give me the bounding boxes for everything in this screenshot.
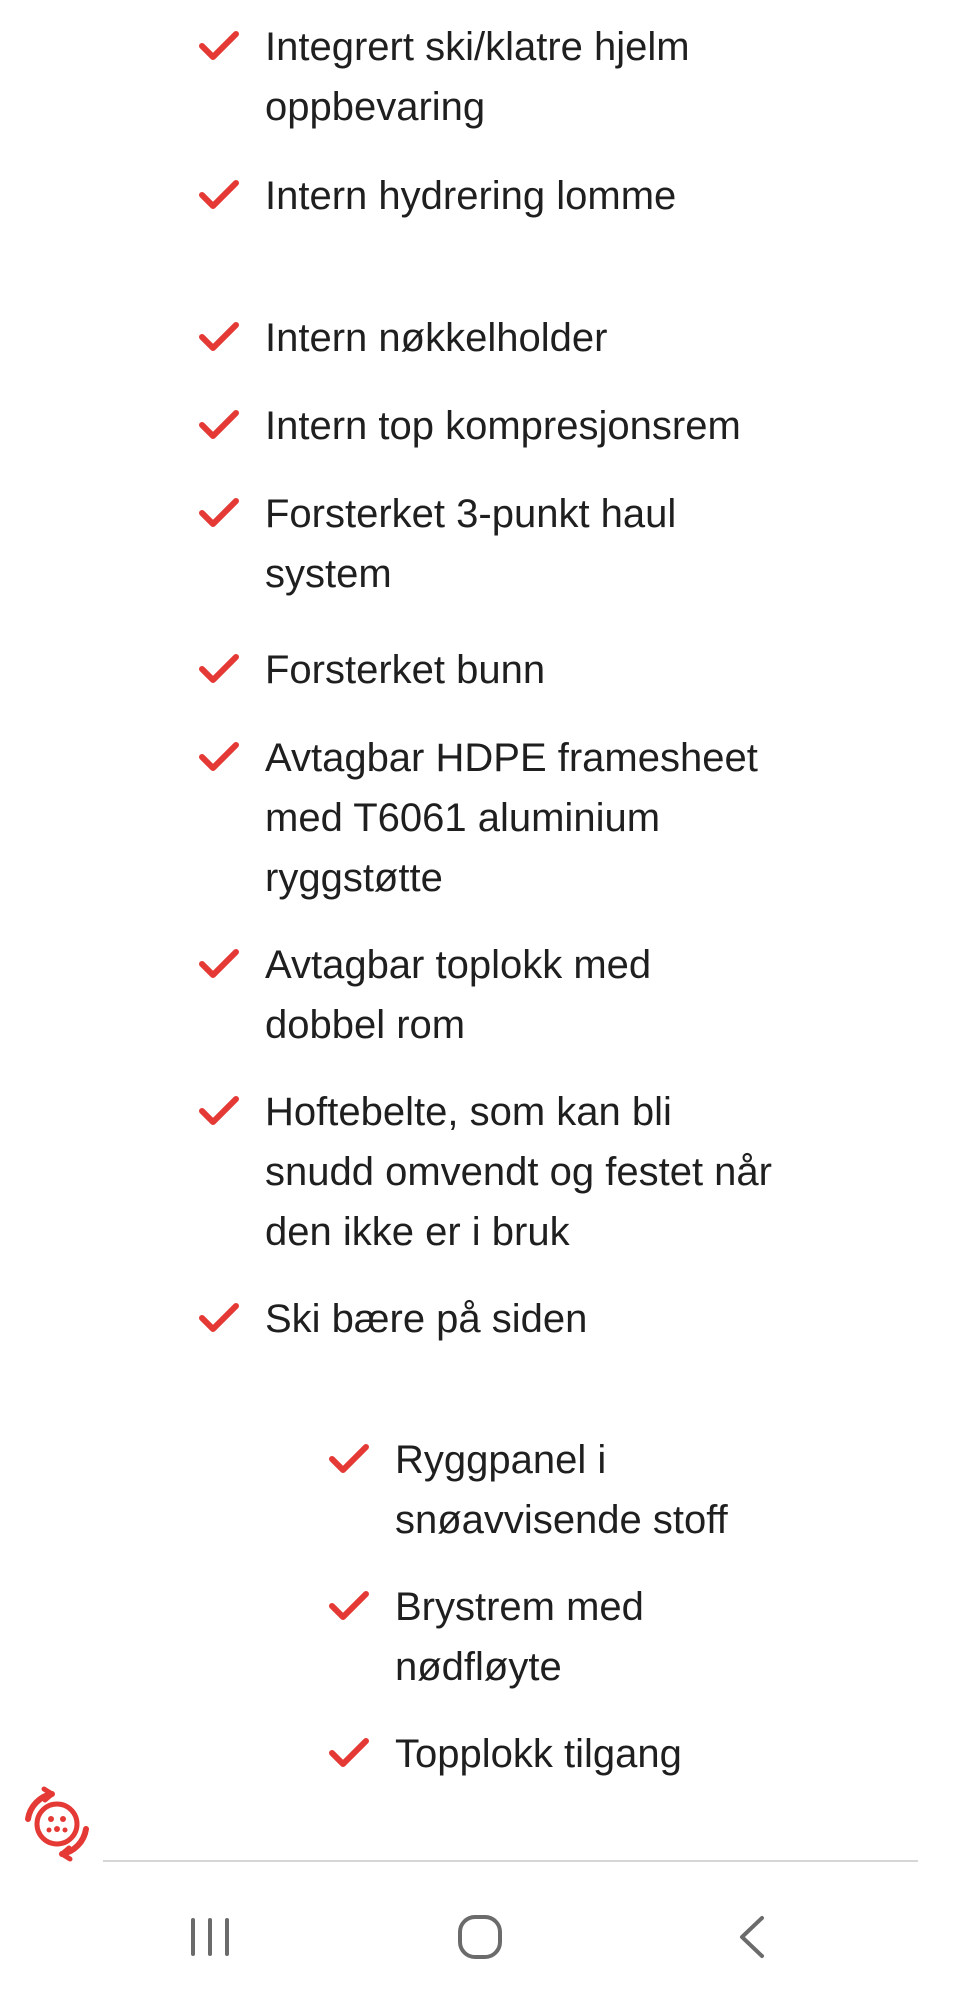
- feature-text-line: Ryggpanel i: [395, 1438, 607, 1482]
- home-icon: [455, 1912, 505, 1962]
- feature-text-line: Avtagbar HDPE framesheet: [265, 736, 758, 780]
- feature-text-line: ryggstøtte: [265, 856, 443, 900]
- check-icon: [197, 652, 241, 686]
- feature-text-line: Intern nøkkelholder: [265, 316, 608, 360]
- check-icon: [197, 1301, 241, 1335]
- feature-text-line: snøavvisende stoff: [395, 1498, 728, 1542]
- back-icon: [732, 1912, 772, 1962]
- feature-text-line: Brystrem med: [395, 1585, 644, 1629]
- feature-text-line: Forsterket 3-punkt haul: [265, 492, 677, 536]
- check-icon: [327, 1589, 371, 1623]
- feature-text-line: Hoftebelte, som kan bli: [265, 1090, 672, 1134]
- check-icon: [327, 1736, 371, 1770]
- feature-text-line: oppbevaring: [265, 85, 486, 129]
- recents-button[interactable]: [170, 1902, 250, 1972]
- system-nav-bar: [0, 1880, 960, 1993]
- feature-text: [395, 1577, 644, 1697]
- check-icon: [197, 947, 241, 981]
- feature-text-line: Ski bære på siden: [265, 1297, 588, 1341]
- check-icon: [197, 29, 241, 63]
- feature-text-line: Topplokk tilgang: [395, 1732, 682, 1776]
- feature-text-line: den ikke er i bruk: [265, 1210, 570, 1254]
- feature-text-line: Avtagbar toplokk med: [265, 943, 652, 987]
- check-icon: [197, 496, 241, 530]
- divider: [103, 1860, 918, 1862]
- feature-text-line: Intern hydrering lomme: [265, 174, 677, 218]
- check-icon: [197, 1094, 241, 1128]
- feature-text-line: dobbel rom: [265, 1003, 466, 1047]
- feature-text: [395, 1724, 682, 1784]
- feature-text: [395, 1430, 728, 1550]
- check-icon: [197, 178, 241, 212]
- check-icon: [197, 408, 241, 442]
- back-button[interactable]: [712, 1902, 792, 1972]
- sync-badge-icon[interactable]: [18, 1785, 96, 1863]
- feature-text-line: Intern top kompresjonsrem: [265, 404, 741, 448]
- check-icon: [197, 320, 241, 354]
- sub-feature-list: [327, 0, 887, 1800]
- sub-feature-item: [327, 1724, 887, 1784]
- check-icon: [197, 740, 241, 774]
- feature-text-line: system: [265, 552, 392, 596]
- home-button[interactable]: [440, 1902, 520, 1972]
- feature-text-line: Integrert ski/klatre hjelm: [265, 25, 690, 69]
- feature-text-line: snudd omvendt og festet når: [265, 1150, 772, 1194]
- sub-feature-item: [327, 1430, 887, 1550]
- check-icon: [327, 1442, 371, 1476]
- sub-feature-item: [327, 1577, 887, 1697]
- feature-text-line: nødfløyte: [395, 1645, 562, 1689]
- feature-text-line: med T6061 aluminium: [265, 796, 661, 840]
- recents-icon: [185, 1914, 235, 1960]
- feature-text-line: Forsterket bunn: [265, 648, 546, 692]
